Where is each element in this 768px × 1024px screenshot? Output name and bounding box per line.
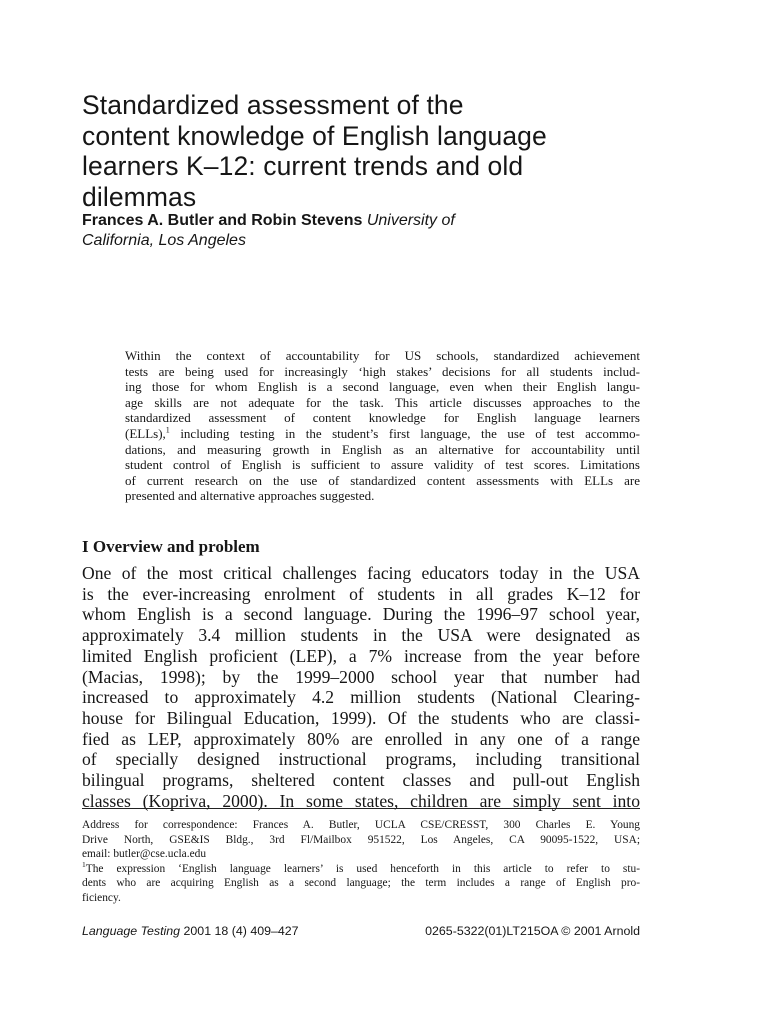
footnote-1-line bbox=[82, 859, 640, 877]
abstract-line: student control of English is sufficient to assure validity of test scores. Limitations bbox=[125, 457, 640, 473]
section-heading: I Overview and problem bbox=[82, 537, 260, 556]
author-affiliation-cont: California, Los Angeles bbox=[82, 232, 246, 249]
abstract-line-rest: including testing in the student’s first language, the use of test accommo- bbox=[180, 425, 640, 441]
journal-volume: 2001 18 (4) 409–427 bbox=[180, 924, 299, 938]
footnote-reference: 1 bbox=[165, 425, 170, 435]
abstract-line: tests are being used for increasingly ‘high stakes’ decisions for all students includ- bbox=[125, 363, 640, 379]
body-line: classes (Kopriva, 2000). In some states, children are simply sent into bbox=[82, 790, 640, 811]
footnote-1-line: dents who are acquiring English as a second language; the term includes a range of English pro- bbox=[82, 877, 640, 889]
correspondence-line: Address for correspondence: Frances A. Butler, UCLA CSE/CRESST, 300 Charles E. Young bbox=[82, 819, 640, 831]
abstract-line: presented and alternative approaches suggested. bbox=[125, 488, 375, 504]
body-line: bilingual programs, sheltered content classes and pull-out English bbox=[82, 770, 640, 791]
footnote-text: The expression ‘English language learners’ is used henceforth in this article to refer to stu- bbox=[85, 862, 640, 875]
footnotes bbox=[82, 818, 640, 905]
body-line: whom English is a second language. During the 1996–97 school year, bbox=[82, 604, 640, 625]
body-line: is the ever-increasing enrolment of students in all grades K–12 for bbox=[82, 583, 640, 604]
copyright-line: 0265-5322(01)LT215OA © 2001 Arnold bbox=[425, 924, 640, 938]
footnote-divider bbox=[82, 808, 640, 809]
author-block bbox=[82, 211, 682, 251]
body-line: One of the most critical challenges facing educators today in the USA bbox=[82, 563, 640, 583]
author-affiliation: University of bbox=[366, 212, 455, 229]
abstract-line: age skills are not adequate for the task. This article discusses approaches to the bbox=[125, 394, 640, 410]
correspondence-line: Drive North, GSE&IS Bldg., 3rd Fl/Mailbox 951522, Los Angeles, CA 90095-1522, USA; bbox=[82, 833, 640, 846]
abstract-line: dations, and measuring growth in English as an alternative for accountability until bbox=[125, 441, 640, 457]
abstract-line-with-footnote bbox=[125, 426, 640, 442]
journal-citation bbox=[82, 923, 299, 939]
abstract-line: Within the context of accountability for US schools, standardized achievement bbox=[125, 348, 640, 363]
body-line: increased to approximately 4.2 million students (National Clearing- bbox=[82, 687, 640, 708]
body-line: approximately 3.4 million students in the USA were designated as bbox=[82, 625, 640, 646]
abstract bbox=[125, 348, 640, 504]
footnote-1-line: ficiency. bbox=[82, 891, 121, 904]
section-body bbox=[82, 563, 640, 811]
correspondence-email: email: butler@cse.ucla.edu bbox=[82, 848, 207, 860]
abstract-line: of current research on the use of standardized content assessments with ELLs are bbox=[125, 472, 640, 488]
body-line: (Macias, 1998); by the 1999–2000 school year that number had bbox=[82, 666, 640, 687]
body-line: fied as LEP, approximately 80% are enrolled in any one of a range bbox=[82, 728, 640, 749]
title-line: content knowledge of English language bbox=[82, 120, 547, 151]
body-line: house for Bilingual Education, 1999). Of the students who are classi- bbox=[82, 707, 640, 728]
abstract-ells: (ELLs), bbox=[125, 425, 166, 441]
body-line: of specially designed instructional programs, including transitional bbox=[82, 749, 640, 770]
article-title bbox=[82, 90, 682, 212]
body-line: limited English proficient (LEP), a 7% increase from the year before bbox=[82, 645, 640, 666]
title-line: dilemmas bbox=[82, 181, 197, 212]
abstract-line: standardized assessment of content knowledge for English language learners bbox=[125, 410, 640, 426]
title-line: learners K–12: current trends and old bbox=[82, 151, 524, 181]
abstract-line: ing those for whom English is a second language, even when their English langu- bbox=[125, 379, 640, 395]
title-line: Standardized assessment of the bbox=[82, 90, 464, 120]
author-names: Frances A. Butler and Robin Stevens bbox=[82, 212, 363, 229]
footnote-mark: 1 bbox=[82, 859, 86, 869]
journal-name: Language Testing bbox=[82, 924, 181, 938]
